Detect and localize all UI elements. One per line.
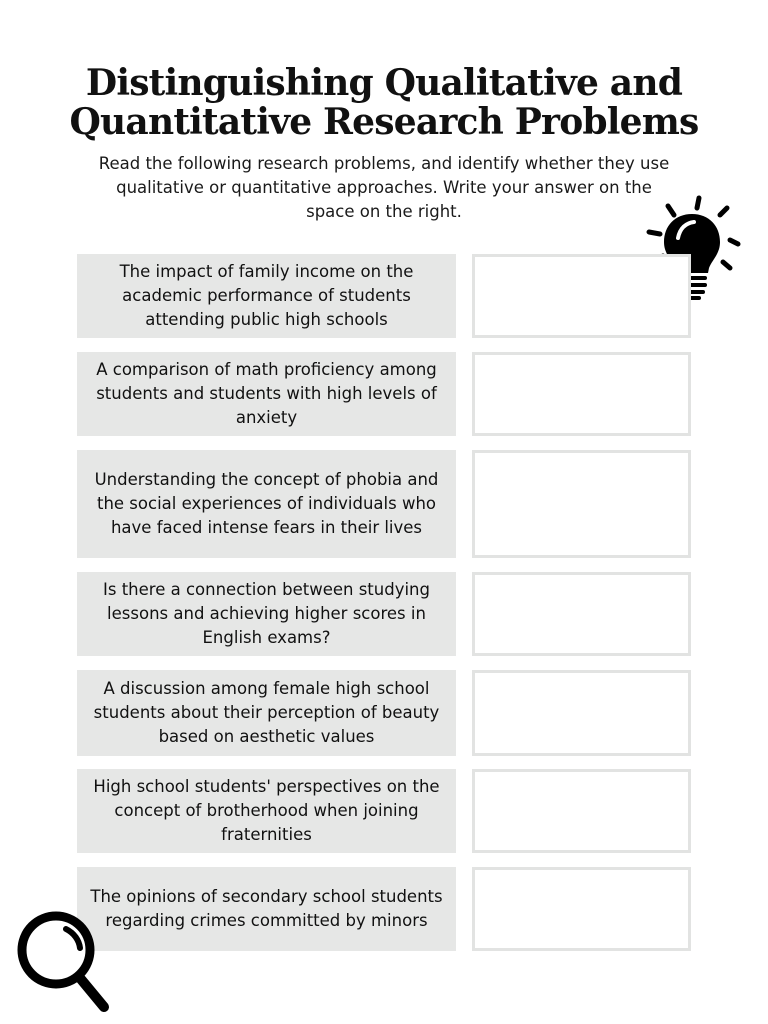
question-row-6 — [77, 769, 691, 853]
answer-box[interactable] — [472, 254, 691, 338]
question-text: A discussion among female high school students about their perception of beauty based on aesthetic values — [77, 670, 456, 756]
answer-box[interactable] — [472, 450, 691, 558]
instructions-text: Read the following research problems, and identify whether they use qualitative or quantitative approaches. Write your answer on the space on the right. — [98, 154, 670, 221]
answer-box[interactable] — [472, 769, 691, 853]
magnifying-glass-icon — [14, 908, 110, 1014]
answer-box[interactable] — [472, 867, 691, 951]
question-text: Understanding the concept of phobia and the social experiences of individuals who have faced intense fears in their lives — [77, 450, 456, 558]
answer-box[interactable] — [472, 572, 691, 656]
title-line-1: Distinguishing Qualitative and — [85, 62, 683, 104]
question-text: A comparison of math proficiency among students and students with high levels of anxiety — [77, 352, 456, 436]
question-text: The opinions of secondary school students regarding crimes committed by minors — [77, 867, 456, 951]
question-row-2 — [77, 352, 691, 436]
question-row-3 — [77, 450, 691, 558]
question-row-5 — [77, 670, 691, 756]
worksheet-title — [0, 64, 768, 142]
question-row-4 — [77, 572, 691, 656]
answer-box[interactable] — [472, 670, 691, 756]
title-line-2: Quantitative Research Problems — [69, 101, 699, 143]
question-text: The impact of family income on the academic performance of students attending public high schools — [77, 254, 456, 338]
question-row-7 — [77, 867, 691, 951]
question-row-1 — [77, 254, 691, 338]
question-text: High school students' perspectives on the concept of brotherhood when joining fraternities — [77, 769, 456, 853]
answer-box[interactable] — [472, 352, 691, 436]
question-text: Is there a connection between studying lessons and achieving higher scores in English exams? — [77, 572, 456, 656]
